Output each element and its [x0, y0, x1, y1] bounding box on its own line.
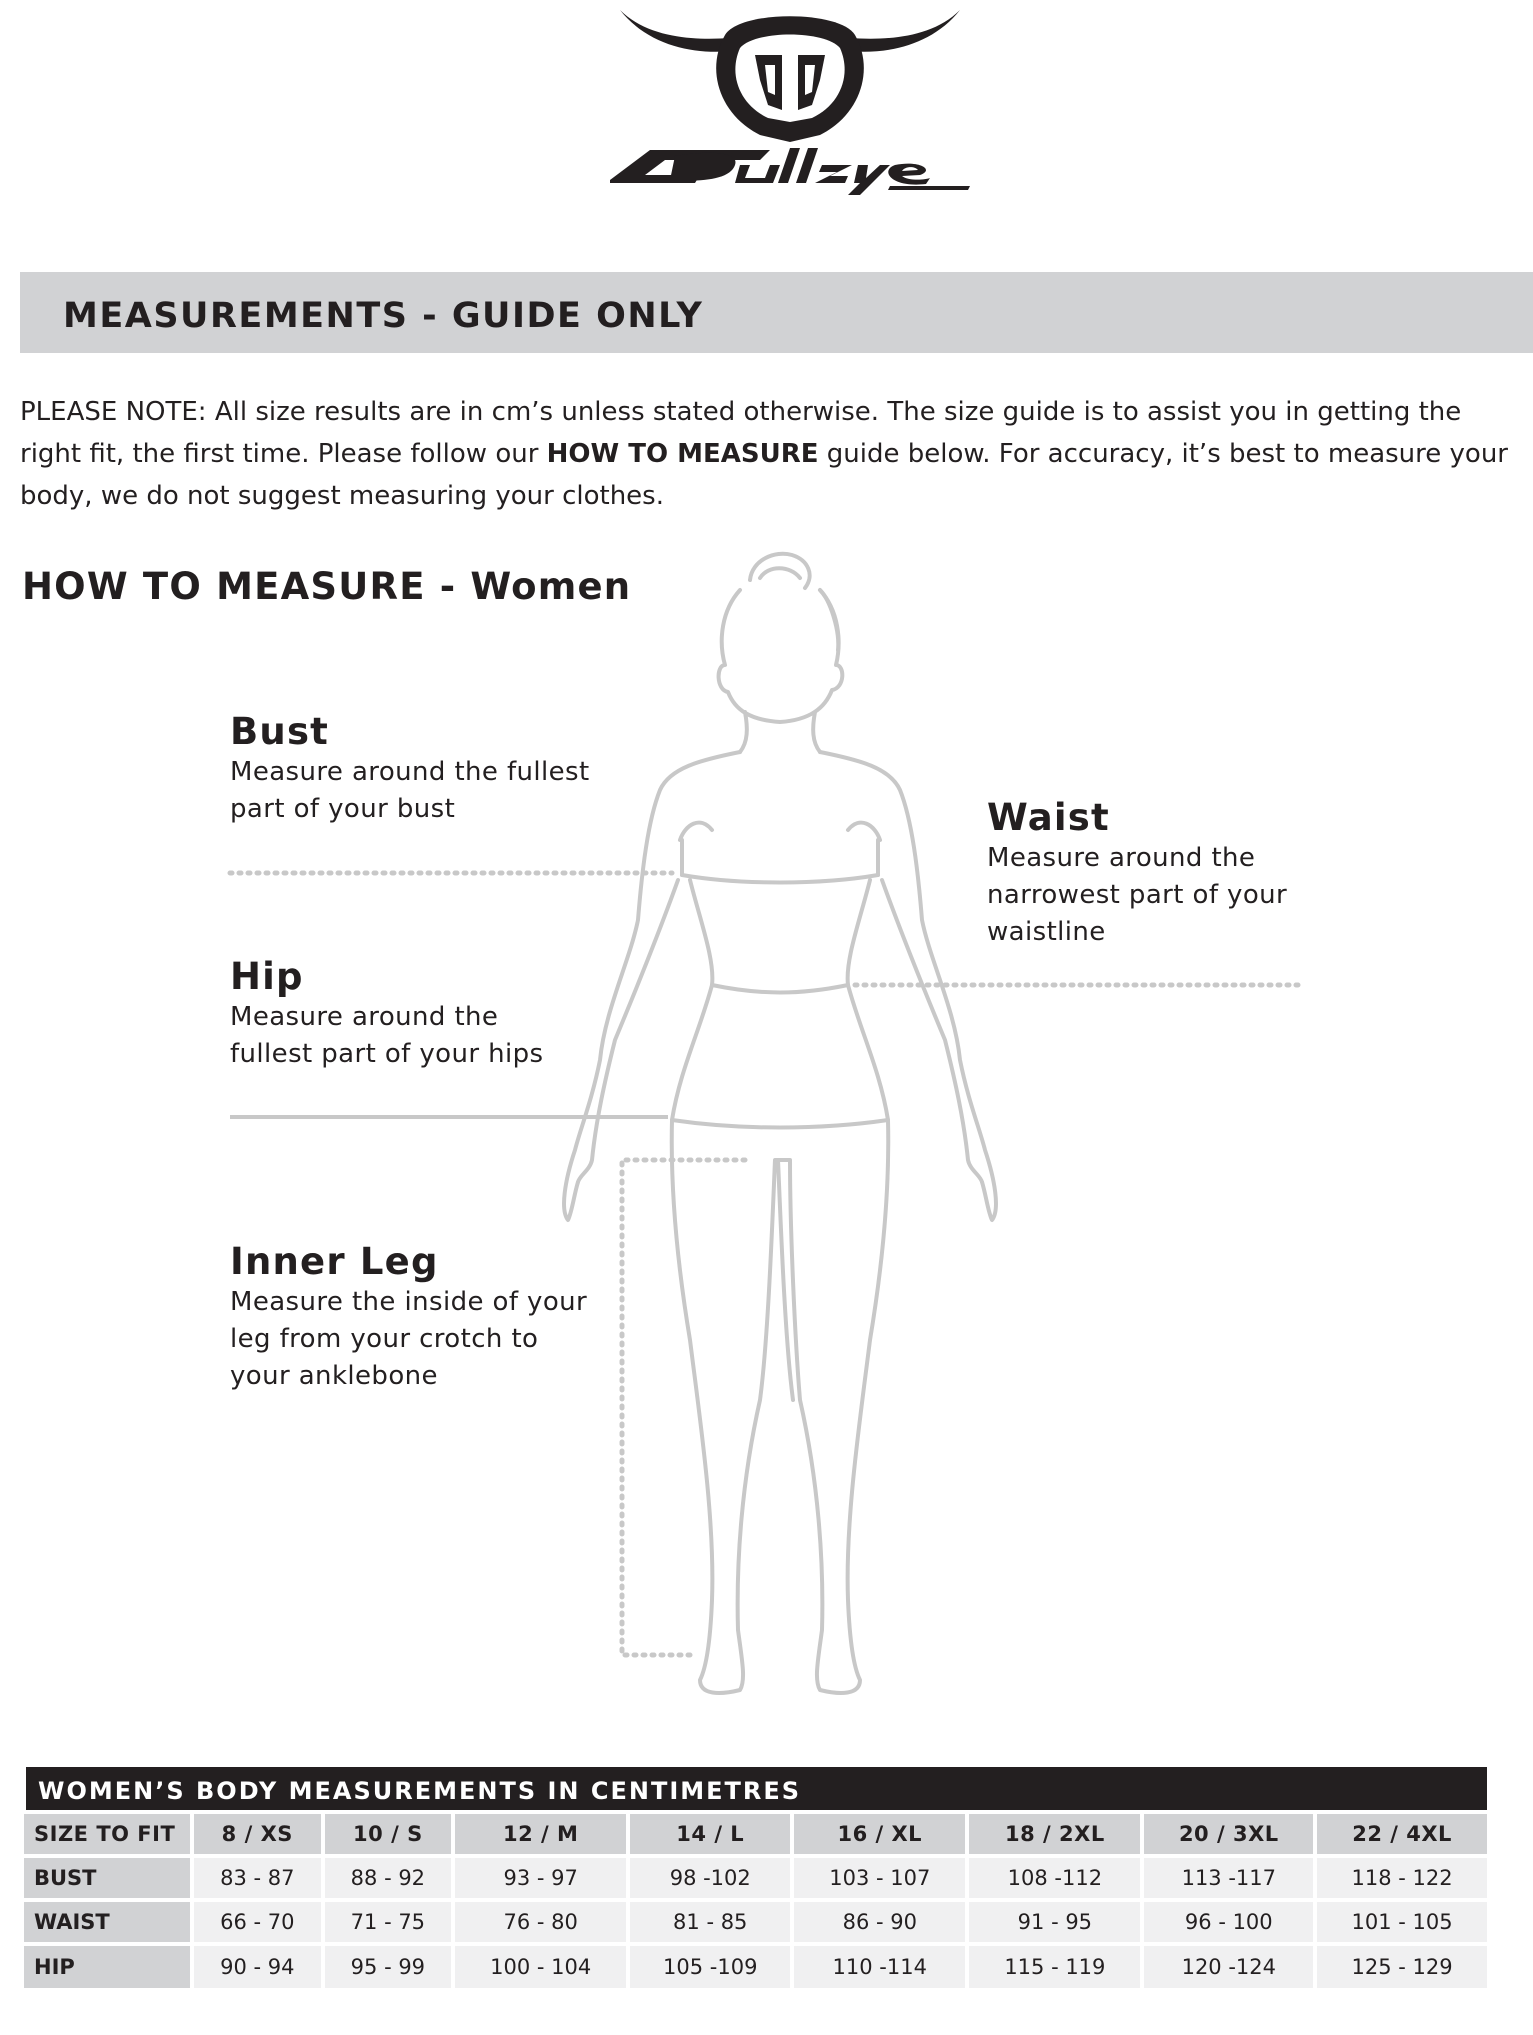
table-cell: 98 -102 — [628, 1856, 792, 1900]
hip-desc-line-1: Measure around the — [230, 1002, 499, 1032]
hip-desc-line-2: fullest part of your hips — [230, 1039, 544, 1069]
size-header: 10 / S — [323, 1812, 454, 1856]
table-row-waist — [24, 1900, 1487, 1944]
section-banner — [20, 272, 1533, 353]
how-to-measure-title: HOW TO MEASURE - Women — [22, 565, 632, 608]
waist-desc-line-2: narrowest part of your — [987, 880, 1288, 910]
size-header: 22 / 4XL — [1315, 1812, 1487, 1856]
hip-heading: Hip — [230, 955, 304, 998]
row-label: HIP — [24, 1944, 192, 1988]
table-cell: 81 - 85 — [628, 1900, 792, 1944]
table-title: WOMEN’S BODY MEASUREMENTS IN CENTIMETRES — [24, 1765, 1487, 1812]
table-cell: 105 -109 — [628, 1944, 792, 1988]
note-text-prefix: PLEASE NOTE: All size results are in cm’s unless stated otherwise. The size guide is to assist you in getting the right fit, the first time. Please follow our — [20, 397, 1462, 469]
inner-leg-desc-line-1: Measure the inside of your — [230, 1287, 588, 1317]
inner-leg-heading: Inner Leg — [230, 1240, 439, 1283]
please-note-paragraph — [20, 391, 1520, 517]
inner-leg-measure-line — [622, 1160, 745, 1655]
bullzye-wordmark — [610, 148, 970, 195]
note-emphasis: HOW TO MEASURE — [546, 439, 819, 469]
table-cell: 115 - 119 — [967, 1944, 1142, 1988]
table-cell: 95 - 99 — [323, 1944, 454, 1988]
table-cell: 96 - 100 — [1142, 1900, 1315, 1944]
size-header: 16 / XL — [792, 1812, 967, 1856]
bust-heading: Bust — [230, 710, 330, 753]
size-to-fit-label: SIZE TO FIT — [24, 1812, 192, 1856]
table-cell: 103 - 107 — [792, 1856, 967, 1900]
table-cell: 100 - 104 — [453, 1944, 628, 1988]
waist-desc-line-3: waistline — [987, 917, 1106, 947]
bust-desc-line-2: part of your bust — [230, 794, 456, 824]
measurements-table — [22, 1763, 1487, 1988]
table-cell: 91 - 95 — [967, 1900, 1142, 1944]
section-title: MEASUREMENTS - GUIDE ONLY — [63, 296, 704, 336]
size-header: 18 / 2XL — [967, 1812, 1142, 1856]
bust-desc-line-1: Measure around the fullest — [230, 757, 590, 787]
inner-leg-label-block — [230, 1240, 587, 1395]
waist-label-block — [987, 796, 1287, 951]
row-label: WAIST — [24, 1900, 192, 1944]
hip-label-block — [230, 955, 543, 1073]
note-text-suffix: guide below. For accuracy, it’s best to measure your body, we do not suggest measuring your clothes. — [20, 439, 1508, 511]
size-header: 8 / XS — [192, 1812, 323, 1856]
size-header: 14 / L — [628, 1812, 792, 1856]
table-header-row — [24, 1812, 1487, 1856]
table-cell: 118 - 122 — [1315, 1856, 1487, 1900]
table-cell: 93 - 97 — [453, 1856, 628, 1900]
table-cell: 110 -114 — [792, 1944, 967, 1988]
table-row-hip — [24, 1944, 1487, 1988]
inner-leg-desc-line-2: leg from your crotch to — [230, 1324, 539, 1354]
table-cell: 86 - 90 — [792, 1900, 967, 1944]
bust-label-block — [230, 710, 590, 828]
inner-leg-desc-line-3: your anklebone — [230, 1361, 438, 1391]
row-label: BUST — [24, 1856, 192, 1900]
table-cell: 108 -112 — [967, 1856, 1142, 1900]
table-title-row — [24, 1765, 1487, 1812]
table-cell: 66 - 70 — [192, 1900, 323, 1944]
table-cell: 120 -124 — [1142, 1944, 1315, 1988]
waist-heading: Waist — [987, 796, 1110, 839]
table-cell: 76 - 80 — [453, 1900, 628, 1944]
woman-silhouette — [564, 554, 996, 1693]
table-cell: 101 - 105 — [1315, 1900, 1487, 1944]
table-cell: 113 -117 — [1142, 1856, 1315, 1900]
table-cell: 90 - 94 — [192, 1944, 323, 1988]
table-cell: 125 - 129 — [1315, 1944, 1487, 1988]
table-cell: 88 - 92 — [323, 1856, 454, 1900]
table-cell: 83 - 87 — [192, 1856, 323, 1900]
table-cell: 71 - 75 — [323, 1900, 454, 1944]
bullzye-logo — [590, 0, 990, 195]
size-header: 12 / M — [453, 1812, 628, 1856]
table-row-bust — [24, 1856, 1487, 1900]
size-header: 20 / 3XL — [1142, 1812, 1315, 1856]
waist-desc-line-1: Measure around the — [987, 843, 1256, 873]
